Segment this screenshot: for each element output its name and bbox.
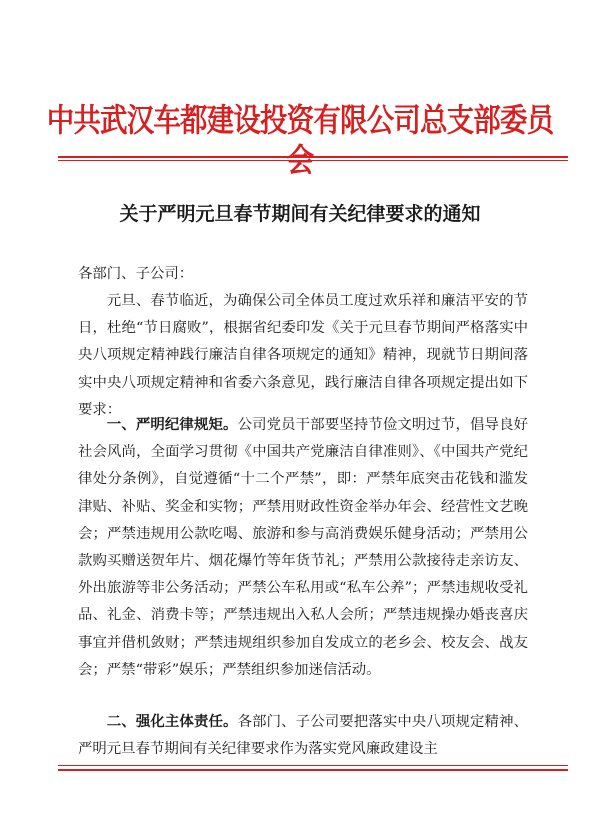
section-2 xyxy=(78,709,528,763)
paragraph-intro: 元旦、春节临近，为确保公司全体员工度过欢乐祥和廉洁平安的节日，杜绝“节日腐败”，根据省纪委印发《关于元旦春节期间严格落实中央八项规定精神践行廉洁自律各项规定的通知》精神，现就节日期间落实中央八项规定精神和省委六条意见，践行廉洁自律各项规定提出如下要求： xyxy=(78,293,528,418)
section-1-heading: 一、严明纪律规矩。 xyxy=(106,417,238,433)
footer-rule-bottom xyxy=(58,769,568,771)
salutation: 各部门、子公司： xyxy=(78,266,194,282)
section-1-text: 公司党员干部要坚持节俭文明过节，倡导良好社会风尚，全面学习贯彻《中国共产党廉洁自律准则》、《中国共产党纪律处分条例》，自觉遵循“十二个严禁”，即：严禁年底突击花钱和滥发津贴、补贴、奖金和实物；严禁用财政性资金举办年会、经营性文艺晚会；严禁违规用公款吃喝、旅游和参与高消费娱乐健身活动；严禁用公款购买赠送贺年片、烟花爆竹等年货节礼；严禁用公款接待走亲访友、外出旅游等非公务活动；严禁公车私用或“私车公养”；严禁违规收受礼品、礼金、消费卡等；严禁违规出入私人会所；严禁违规操办婚丧喜庆事宜并借机敛财；严禁违规组织参加自发成立的老乡会、校友会、战友会；严禁“带彩”娱乐；严禁组织参加迷信活动。 xyxy=(78,417,528,678)
header-rule-thin xyxy=(58,160,568,161)
footer-rule-top xyxy=(58,765,568,766)
section-2-heading: 二、强化主体责任。 xyxy=(106,714,238,730)
section-2-text: 各部门、子公司要把落实中央八项规定精神、严明元旦春节期间有关纪律要求作为落实党风廉政建设主 xyxy=(78,714,528,758)
document-title: 关于严明元旦春节期间有关纪律要求的通知 xyxy=(119,203,481,225)
header-rule-top xyxy=(58,156,568,158)
organization-header: 中共武汉车都建设投资有限公司总支部委员 xyxy=(46,101,554,139)
section-1 xyxy=(78,412,528,684)
